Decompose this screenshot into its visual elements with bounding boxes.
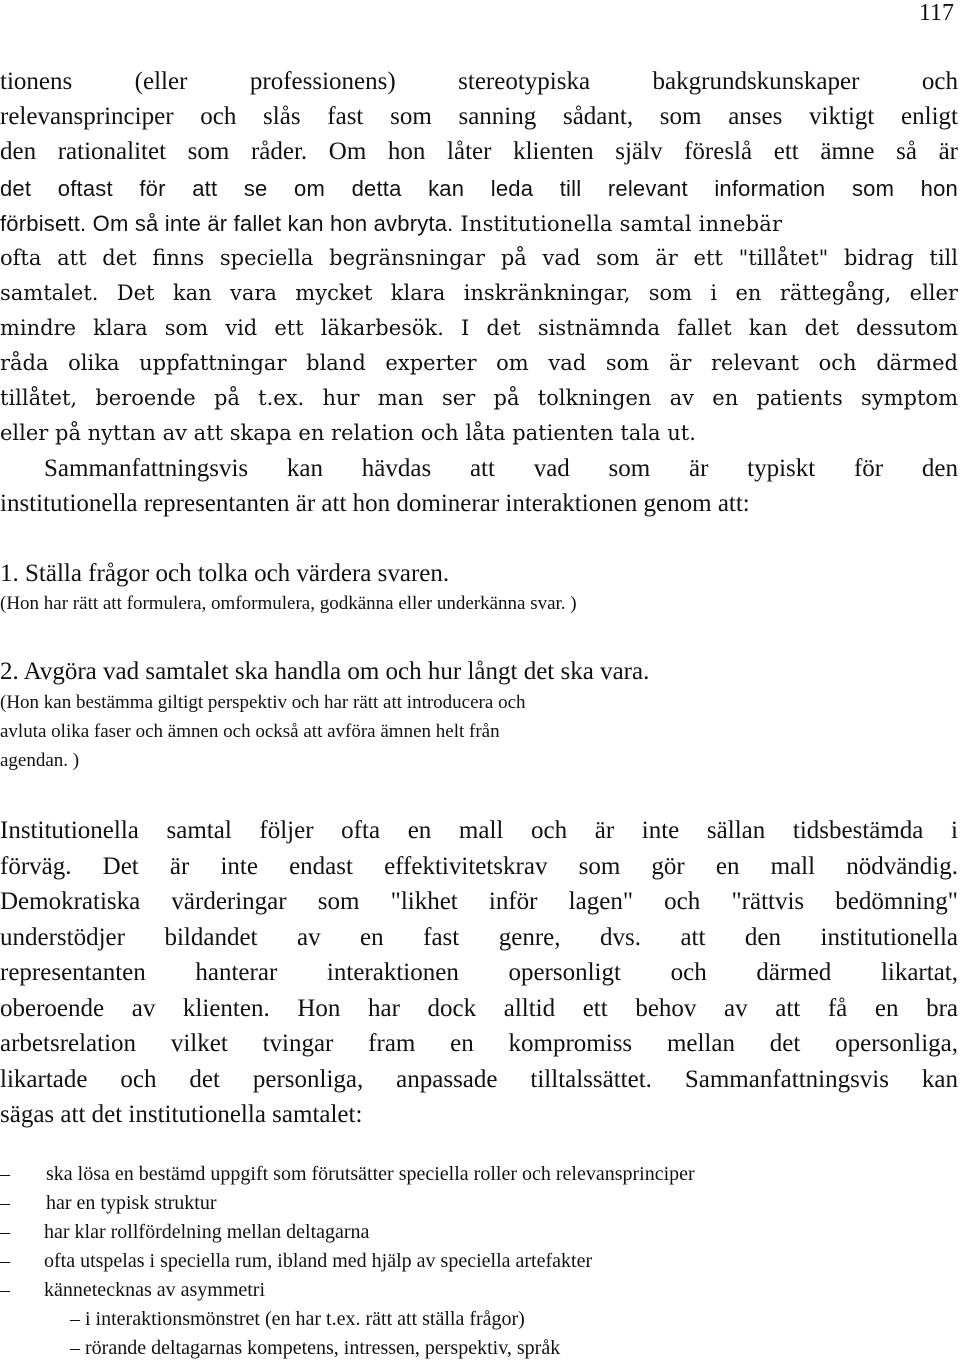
text-line: eller på nyttan av att skapa en relation och låta patienten tala ut. bbox=[0, 421, 696, 445]
item-note: agendan. ) bbox=[0, 750, 80, 771]
text-line: representanten hanterar interaktionen opersonligt och därmed likartat, bbox=[0, 959, 958, 986]
bullet-text: ofta utspelas i speciella rum, ibland med hjälp av speciella artefakter bbox=[44, 1250, 593, 1272]
text-line: samtalet. Det kan vara mycket klara inskränkningar, som i en rättegång, eller bbox=[0, 281, 958, 305]
sub-bullet-item bbox=[70, 1337, 560, 1360]
paragraph-3 bbox=[0, 813, 958, 1133]
dash-icon: – bbox=[70, 1308, 80, 1330]
dash-icon: – bbox=[0, 1279, 10, 1301]
bullet-item bbox=[0, 1163, 695, 1186]
dash-icon: – bbox=[0, 1250, 10, 1272]
text-line: tillåtet, beroende på t.ex. hur man ser på tolkningen av en patients symptom bbox=[0, 386, 958, 410]
text-line: tionens (eller professionens) stereotypiska bakgrundskunskaper och bbox=[0, 68, 958, 95]
bullet-text: i interaktionsmönstret (en har t.ex. rätt att ställa frågor) bbox=[85, 1308, 525, 1330]
text-line: mindre klara som vid ett läkarbesök. I det sistnämnda fallet kan det dessutom bbox=[0, 316, 958, 340]
text-line: ofta att det finns speciella begränsningar på vad som är ett "tillåtet" bidrag till bbox=[0, 246, 958, 270]
text-line: relevansprinciper och slås fast som sanning sådant, som anses viktigt enligt bbox=[0, 103, 958, 130]
dash-icon: – bbox=[0, 1221, 10, 1243]
bullet-item bbox=[0, 1192, 217, 1215]
dash-icon: – bbox=[0, 1192, 10, 1214]
paragraph-1-sans bbox=[0, 171, 958, 242]
paragraph-2 bbox=[0, 451, 958, 521]
list-item-1 bbox=[0, 558, 958, 618]
paragraph-1-cont bbox=[0, 241, 958, 451]
item-title: 2. Avgöra vad samtalet ska handla om och hur långt det ska vara. bbox=[0, 658, 650, 685]
bullet-text: har en typisk struktur bbox=[46, 1192, 217, 1214]
dash-icon: – bbox=[0, 1163, 10, 1185]
text-line: råda olika uppfattningar bland experter om vad som är relevant och därmed bbox=[0, 351, 958, 375]
dash-icon: – bbox=[70, 1337, 80, 1359]
text-line: den rationalitet som råder. Om hon låter klienten själv föreslå ett ämne så är bbox=[0, 138, 958, 165]
text-segment: Institutionella samtal innebär bbox=[453, 212, 783, 236]
text-segment: förbisett. Om så inte är fallet kan hon avbryta. bbox=[0, 211, 454, 236]
bullet-item bbox=[0, 1250, 592, 1273]
text-line: Institutionella samtal följer ofta en mall och är inte sällan tidsbestämda i bbox=[0, 817, 958, 844]
item-note: (Hon kan bestämma giltigt perspektiv och har rätt att introducera och bbox=[0, 692, 526, 713]
item-title: 1. Ställa frågor och tolka och värdera svaren. bbox=[0, 560, 450, 587]
item-note: (Hon har rätt att formulera, omformulera, godkänna eller underkänna svar. ) bbox=[0, 593, 577, 614]
text-line bbox=[0, 451, 958, 486]
bullet-text: har klar rollfördelning mellan deltagarna bbox=[44, 1221, 370, 1243]
text-line: likartade och det personliga, anpassade tilltalssättet. Sammanfattningsvis kan bbox=[0, 1065, 958, 1093]
bullet-text: kännetecknas av asymmetri bbox=[44, 1279, 266, 1301]
text-segment: Sammanfattningsvis kan hävdas att vad som är typiskt för den bbox=[44, 455, 958, 482]
text-line: institutionella representanten är att hon dominerar interaktionen genom att: bbox=[0, 490, 750, 517]
list-item-2 bbox=[0, 656, 958, 775]
text-line: understödjer bildandet av en fast genre, dvs. att den institutionella bbox=[0, 923, 958, 951]
text-line: sägas att det institutionella samtalet: bbox=[0, 1101, 363, 1128]
bullet-item bbox=[0, 1221, 369, 1244]
bullet-text: rörande deltagarnas kompetens, intressen, perspektiv, språk bbox=[85, 1337, 561, 1359]
sub-bullet-item bbox=[70, 1308, 525, 1331]
text-line: oberoende av klienten. Hon har dock alltid ett behov av att få en bra bbox=[0, 994, 958, 1022]
text-line: förväg. Det är inte endast effektivitetskrav som gör en mall nödvändig. bbox=[0, 852, 958, 880]
text-line bbox=[0, 206, 958, 242]
page-number: 117 bbox=[918, 0, 954, 26]
text-line: det oftast för att se om detta kan leda till relevant information som hon bbox=[0, 176, 958, 201]
bullet-text: ska lösa en bestämd uppgift som förutsätter speciella roller och relevansprinciper bbox=[46, 1163, 695, 1185]
text-line: arbetsrelation vilket tvingar fram en kompromiss mellan det opersonliga, bbox=[0, 1030, 958, 1057]
bullet-item bbox=[0, 1279, 265, 1302]
item-note: avluta olika faser och ämnen och också att avföra ämnen helt från bbox=[0, 721, 500, 742]
text-line: Demokratiska värderingar som "likhet inför lagen" och "rättvis bedömning" bbox=[0, 888, 958, 915]
paragraph-1 bbox=[0, 64, 958, 169]
